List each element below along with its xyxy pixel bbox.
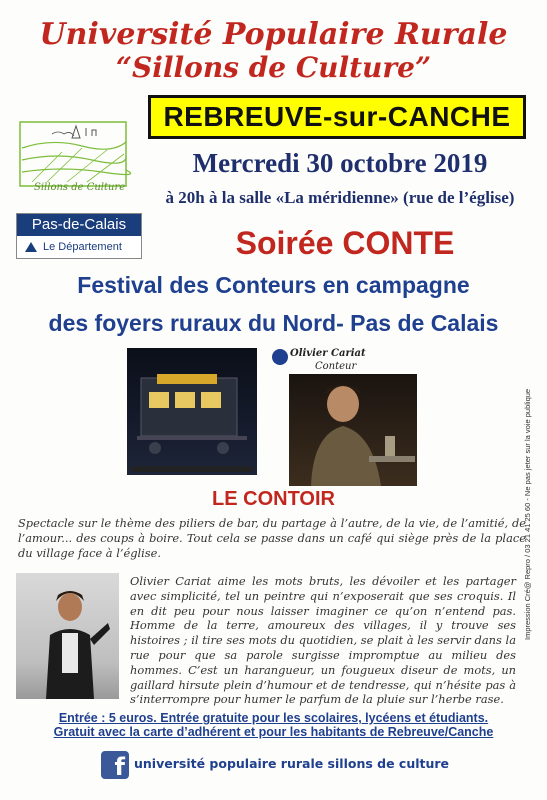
entry-price-line	[0, 711, 547, 726]
town-banner: REBREUVE-sur-CANCHE	[148, 95, 526, 139]
event-date: Mercredi 30 octobre 2019	[192, 148, 488, 178]
show-description: Spectacle sur le thème des piliers de bar, du partage à l’autre, de la vie, de l’amitié, de l’amour... des coups à boire. Tout cela se passe dans un café qui siège près de la place du village face à l’église.	[18, 516, 526, 560]
org-title-line2: “Sillons de Culture”	[115, 51, 432, 84]
performer-label	[270, 347, 420, 375]
event-place: à 20h à la salle «La méridienne» (rue de l’église)	[165, 188, 515, 207]
performer-photo	[289, 374, 417, 486]
entry-price-text: Entrée : 5 euros. Entrée gratuite pour les scolaires, lycéens et étudiants.	[58, 711, 489, 725]
pas-de-calais-logo	[16, 213, 142, 259]
show-poster-image	[127, 348, 257, 475]
entry-free-text: Gratuit avec la carte d’adhérent et pour les habitants de Rebreuve/Canche	[53, 725, 494, 739]
department-name: Pas-de-Calais	[17, 214, 141, 236]
festival-line-2: des foyers ruraux du Nord- Pas de Calais	[48, 310, 499, 336]
department-label: Le Département	[43, 241, 122, 253]
entry-free-line	[0, 725, 547, 740]
sillons-de-culture-logo	[12, 108, 142, 200]
printer-side-note: Impression Cré@ Repro / 03 21 41 25 60 - Ne pas jeter sur la voie publique	[523, 388, 532, 640]
event-title: Soirée CONTE	[235, 225, 455, 261]
performer-bio: Olivier Cariat aime les mots bruts, les dévoiler et les partager avec simplicité, tel un peintre qui n’exposerait que ses croquis. Il en dit peu pour nous laisser imaginer ce qu’on n’entend pas. Homme de la terre, amoureux des villages, il y trouve ses histoires ; il tire ses mots du quotidien, se plait à les servir dans la rue pour que sa parole surgisse impromptue au milieu des hommes. C’est un harangueur, un fougueux diseur de mots, un gaillard hirsute plein d’humour et de tendresse, qui n’hésite pas à s’interrompre pour humer le parfum de la pluie sur l’herbe rase.	[130, 574, 516, 707]
performer-badge-icon	[272, 349, 288, 365]
logo-caption: Sillons de Culture	[34, 182, 126, 193]
show-title: LE CONTOIR	[212, 488, 335, 510]
triangle-logo-icon	[25, 242, 37, 252]
department-subtitle	[17, 236, 141, 258]
festival-line-1: Festival des Conteurs en campagne	[77, 272, 470, 298]
facebook-icon[interactable]: f	[101, 751, 129, 779]
performer-stage-photo	[16, 573, 119, 699]
org-title-line1: Université Populaire Rurale	[39, 17, 508, 52]
facebook-page-name[interactable]: université populaire rurale sillons de culture	[134, 756, 450, 771]
performer-role: Conteur	[315, 361, 357, 372]
performer-name: Olivier Cariat	[290, 348, 366, 359]
